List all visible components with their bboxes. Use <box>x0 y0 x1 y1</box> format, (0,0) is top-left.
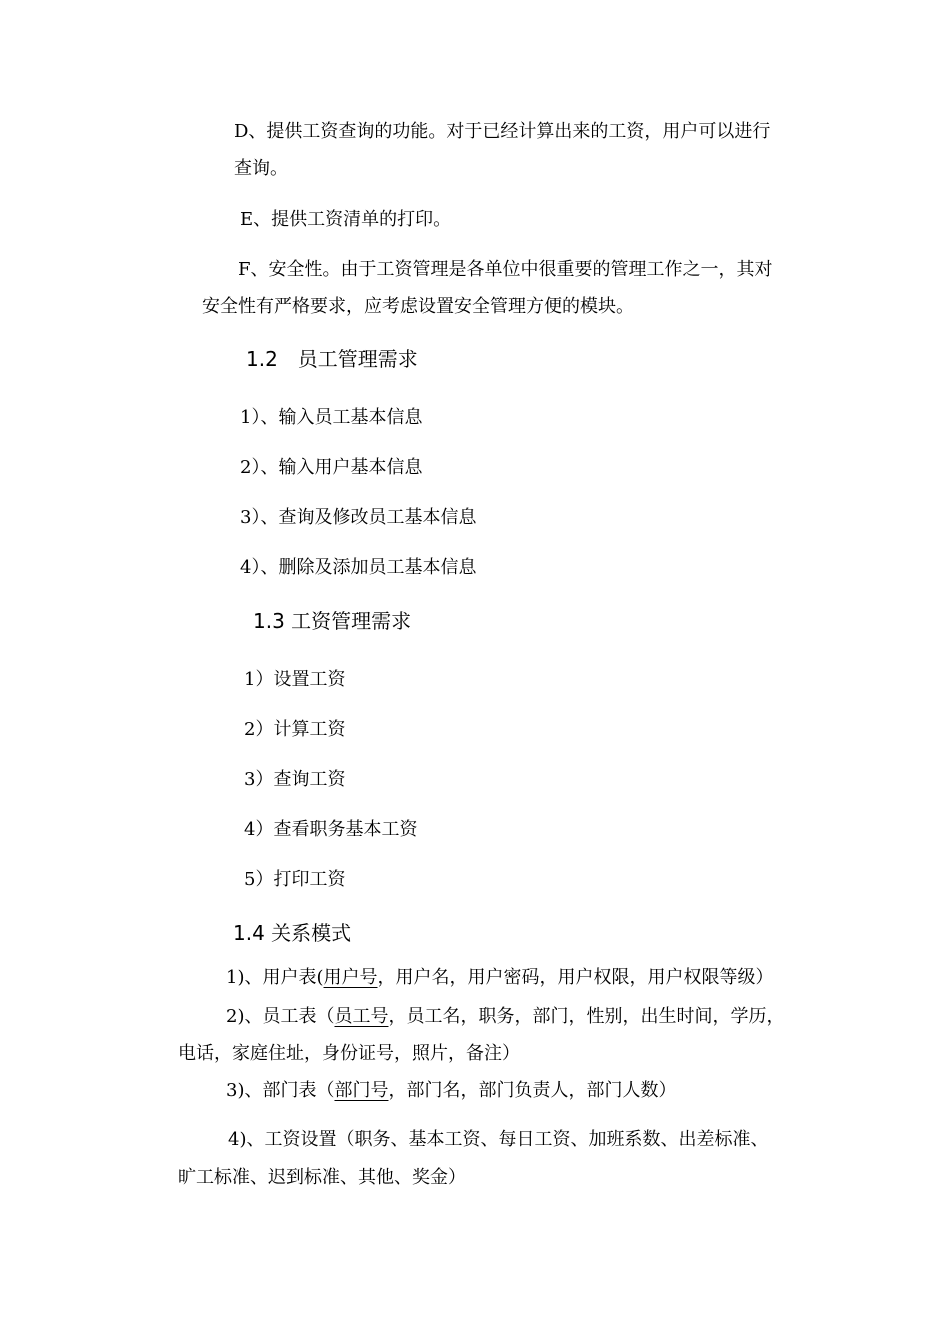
relation-user-table: 1)、用户表(用户号，用户名，用户密码，用户权限，用户权限等级） <box>226 967 774 988</box>
section-1-4-heading: 1.4 关系模式 <box>233 921 352 945</box>
feature-d-line2: 查询。 <box>234 158 288 179</box>
relation-salary-setting-line1: 4)、工资设置（职务、基本工资、每日工资、加班系数、出差标准、 <box>228 1129 769 1150</box>
relation-salary-setting-line2: 旷工标准、迟到标准、其他、奖金） <box>178 1167 466 1188</box>
relation-employee-table: 2)、员工表（员工号，员工名，职务，部门，性别，出生时间，学历， <box>226 1006 785 1027</box>
list-item: 3）查询工资 <box>244 769 346 790</box>
list-item: 1）、输入员工基本信息 <box>240 407 423 428</box>
list-item: 2）、输入用户基本信息 <box>240 457 423 478</box>
feature-d-line1: D、提供工资查询的功能。对于已经计算出来的工资，用户可以进行 <box>234 121 771 142</box>
list-item: 5）打印工资 <box>244 869 346 890</box>
primary-key: 用户号 <box>323 967 378 988</box>
list-item: 3）、查询及修改员工基本信息 <box>240 507 477 528</box>
primary-key: 部门号 <box>334 1080 389 1101</box>
relation-employee-table-line2: 电话，家庭住址，身份证号，照片，备注） <box>178 1043 520 1064</box>
list-item: 2）计算工资 <box>244 719 346 740</box>
feature-f-line2: 安全性有严格要求，应考虑设置安全管理方便的模块。 <box>202 296 634 317</box>
relation-department-table: 3)、部门表（部门号，部门名，部门负责人，部门人数） <box>226 1080 677 1101</box>
section-1-3-heading: 1.3 工资管理需求 <box>253 609 412 633</box>
feature-f-line1: F、安全性。由于工资管理是各单位中很重要的管理工作之一，其对 <box>238 259 773 280</box>
list-item: 4）查看职务基本工资 <box>244 819 418 840</box>
list-item: 1）设置工资 <box>244 669 346 690</box>
section-1-2-heading: 1.2 员工管理需求 <box>246 347 418 371</box>
primary-key: 员工号 <box>334 1006 389 1027</box>
list-item: 4）、删除及添加员工基本信息 <box>240 557 477 578</box>
feature-e: E、提供工资清单的打印。 <box>240 209 452 230</box>
